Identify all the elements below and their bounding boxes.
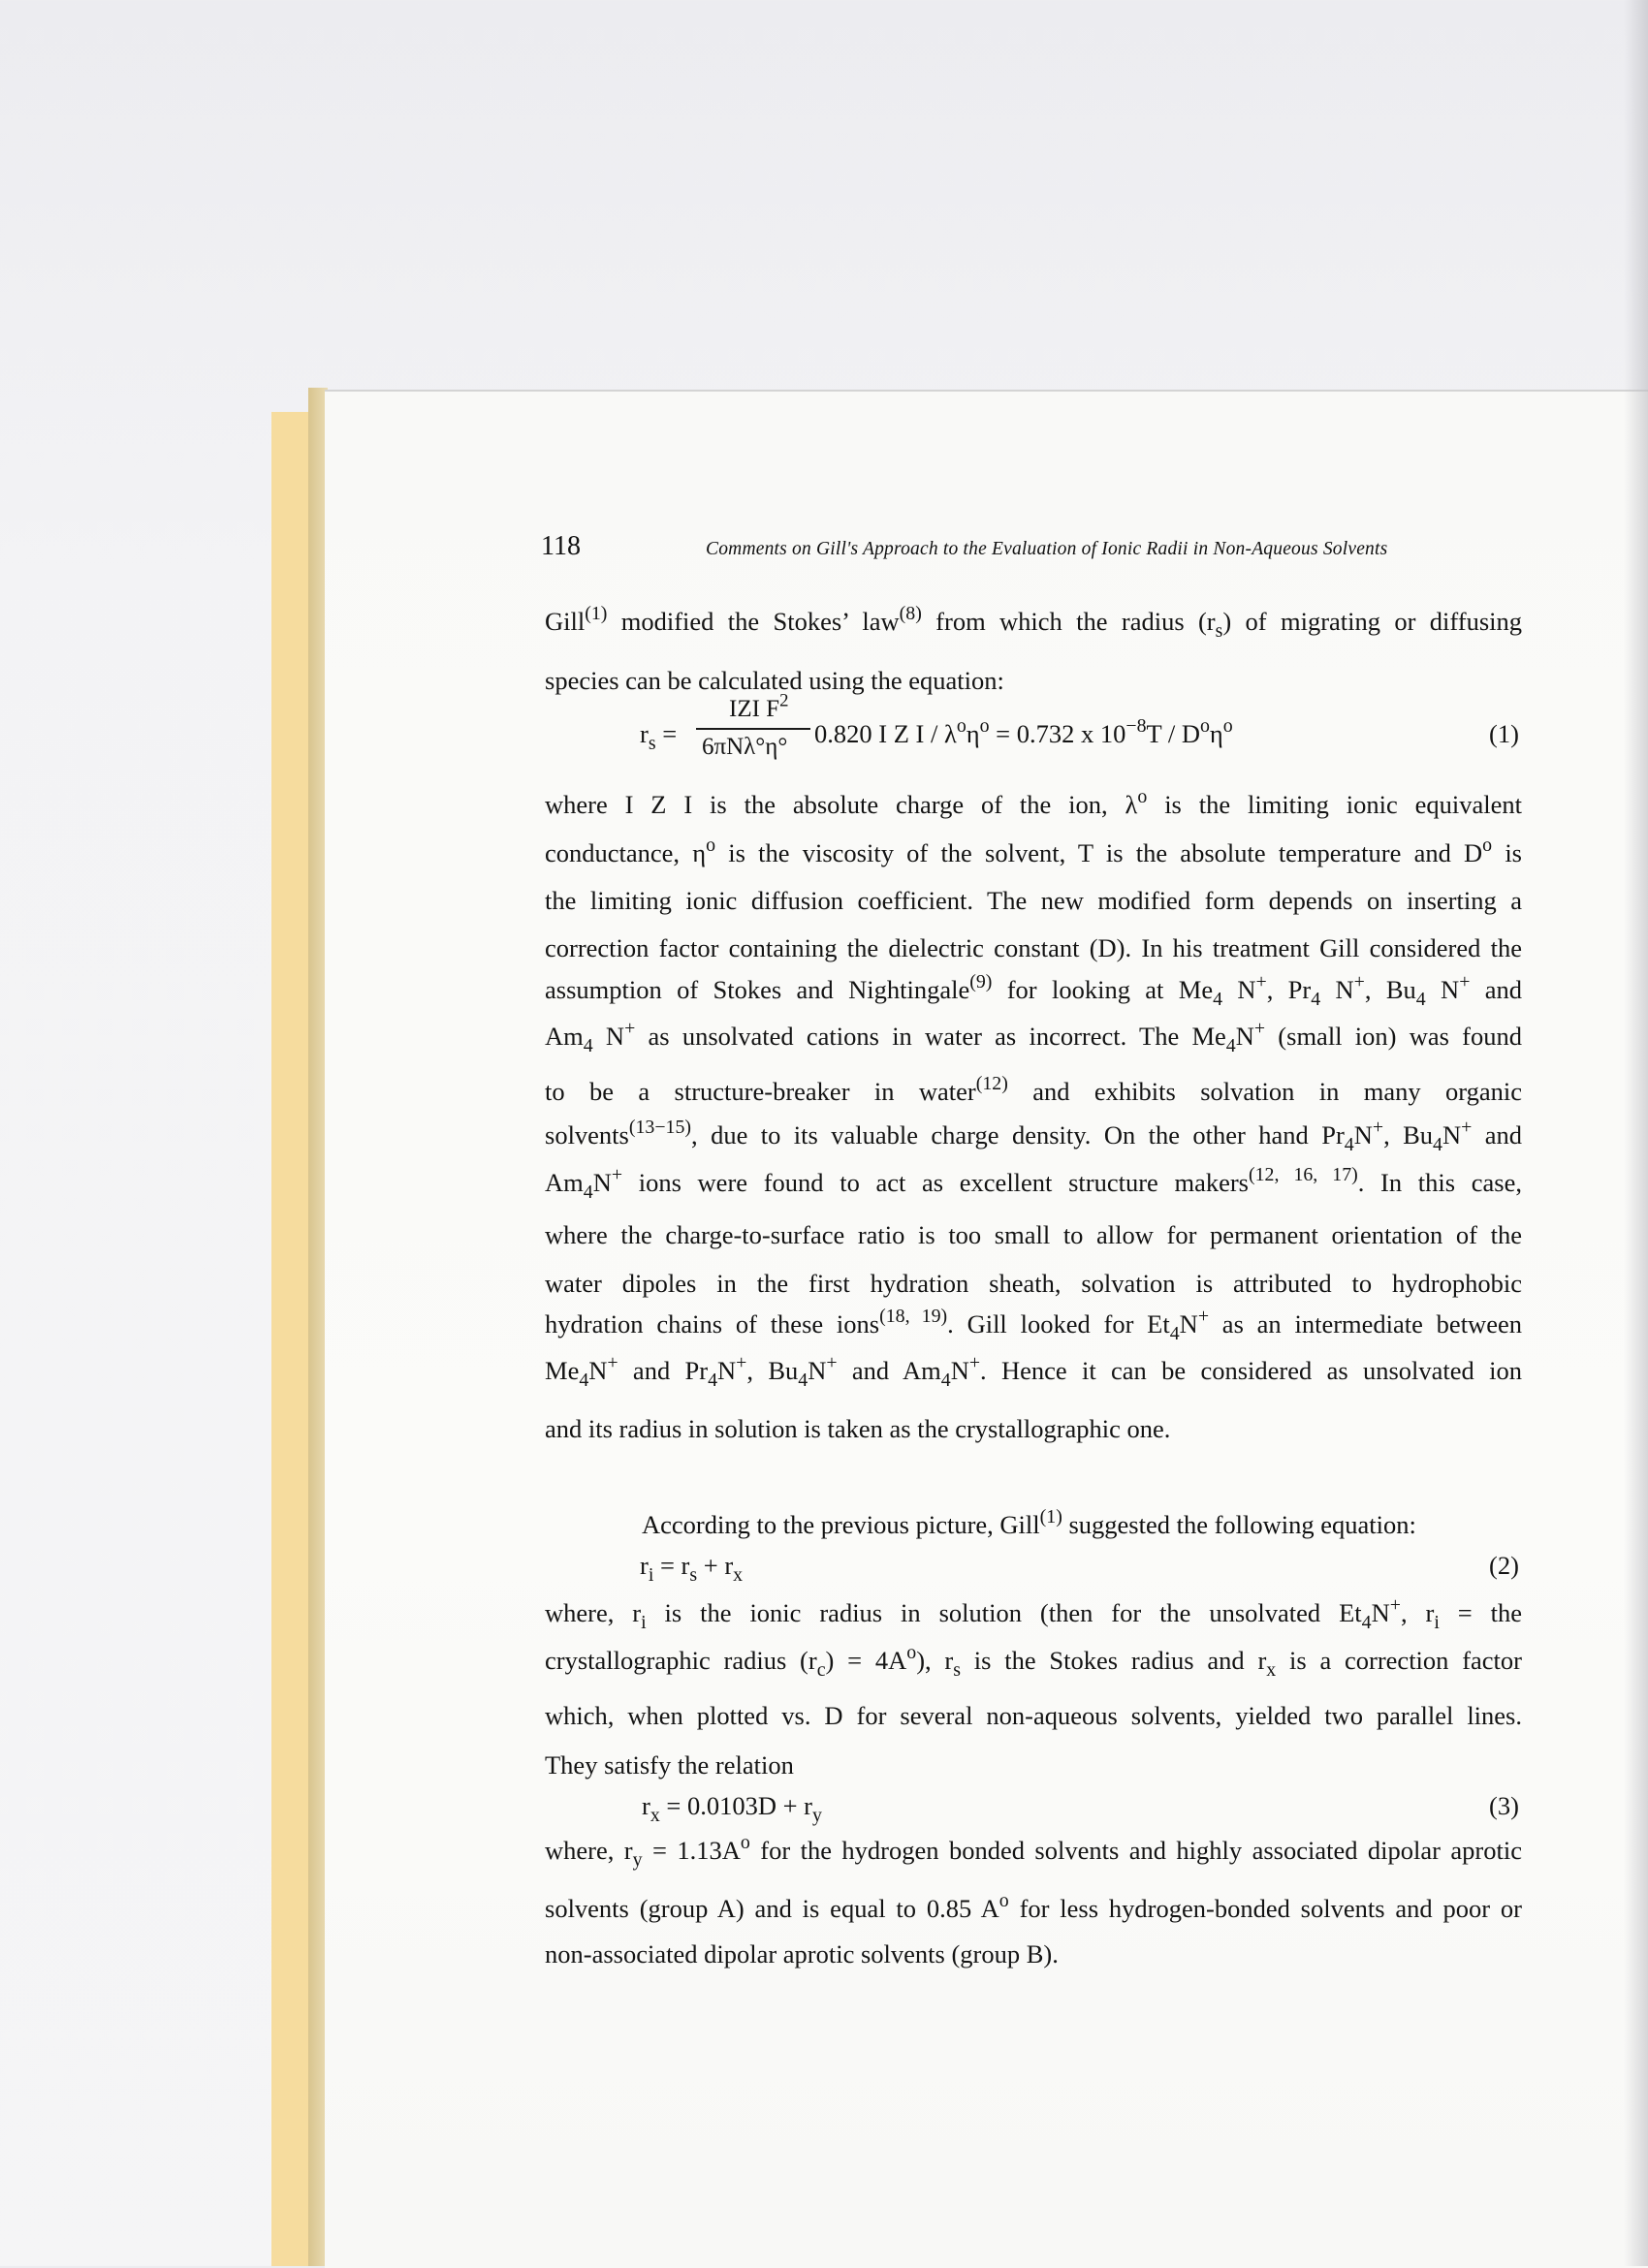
text-line: where, $r_y = 1.13A^o$ for the hydrogen bonded solvents and highly associated dipolar aprotic <box>545 1832 1522 1871</box>
text-line: and its radius in solution is taken as the crystallographic one. <box>545 1414 1171 1443</box>
text-line: crystallographic radius $(r_c) = 4A^o$), $r_s$ is the Stokes radius and $r_x$ is a correction factor <box>545 1642 1522 1681</box>
text-line: Gill$^{(1)}$ modified the Stokes’ law$^{(8)}$ from which the radius $(r_s)$ of migrating or diffusing <box>545 603 1522 642</box>
text-line: non-associated dipolar aprotic solvents (group B). <box>545 1939 1059 1969</box>
text-line: where, $r_i$ is the ionic radius in solution (then for the unsolvated $Et_4N^+$, $r_i$ = the <box>545 1594 1523 1633</box>
text-line: $Am_4$ N+ as unsolvated cations in water as incorrect. The $Me_4N^+$ (small ion) was found <box>545 1018 1522 1056</box>
text-line: species can be calculated using the equation: <box>545 666 1004 695</box>
text-line: solvents$^{(13-15)}$, due to its valuable charge density. On the other hand $Pr_4N^+$, $Bu_4N^+$ and <box>545 1117 1522 1155</box>
text-line: They satisfy the relation <box>545 1750 794 1780</box>
text-line: where I Z I is the absolute charge of the ion, $\lambda^o$ is the limiting ionic equivalent <box>545 786 1522 819</box>
fraction-bar <box>696 728 810 730</box>
equation-number: (1) <box>1489 719 1519 748</box>
scan-edge-shade <box>1624 0 1648 2266</box>
equation-number: (2) <box>1489 1551 1519 1580</box>
text-line: conductance, $\eta^o$ is the viscosity of the solvent, T is the absolute temperature and $D^o$ is <box>545 835 1522 867</box>
text-line: hydration chains of these ions$^{(18, 19)}$. Gill looked for $Et_4N^+$ as an intermediate between <box>545 1306 1522 1344</box>
text-line: $Am_4N^+$ ions were found to act as excellent structure makers$^{(12, 16, 17)}$. In this case, <box>545 1164 1522 1203</box>
page-number: 118 <box>541 531 581 561</box>
text-line: $Me_4N^+$ and $Pr_4N^+$, $Bu_4N^+$ and $Am_4N^+$. Hence it can be considered as unsolvated ion <box>545 1352 1522 1391</box>
text-line: According to the previous picture, Gill$^{(1)}$ suggested the following equation: <box>642 1506 1416 1539</box>
text-line: water dipoles in the first hydration sheath, solvation is attributed to hydrophobic <box>545 1269 1522 1298</box>
equation-number: (3) <box>1489 1791 1519 1820</box>
text-line: to be a structure-breaker in water$^{(12)}$ and exhibits solvation in many organic <box>545 1073 1522 1106</box>
text-line: solvents (group A) and is equal to 0.85 $A^o$ for less hydrogen-bonded solvents and poor or <box>545 1890 1522 1923</box>
text-line: correction factor containing the dielectric constant (D). In his treatment Gill considered the <box>545 933 1522 962</box>
text-line: where the charge-to-surface ratio is too small to allow for permanent orientation of the <box>545 1220 1522 1249</box>
running-title: Comments on Gill's Approach to the Evaluation of Ionic Radii in Non-Aqueous Solvents <box>706 539 1388 559</box>
text-line: assumption of Stokes and Nightingale$^{(9)}$ for looking at $Me_4$ N+, $Pr_4$ N+, $Bu_4$ N+ and <box>545 971 1522 1010</box>
text-line: the limiting ionic diffusion coefficient. The new modified form depends on inserting a <box>545 886 1522 915</box>
text-line: which, when plotted vs. D for several non-aqueous solvents, yielded two parallel lines. <box>545 1701 1522 1730</box>
